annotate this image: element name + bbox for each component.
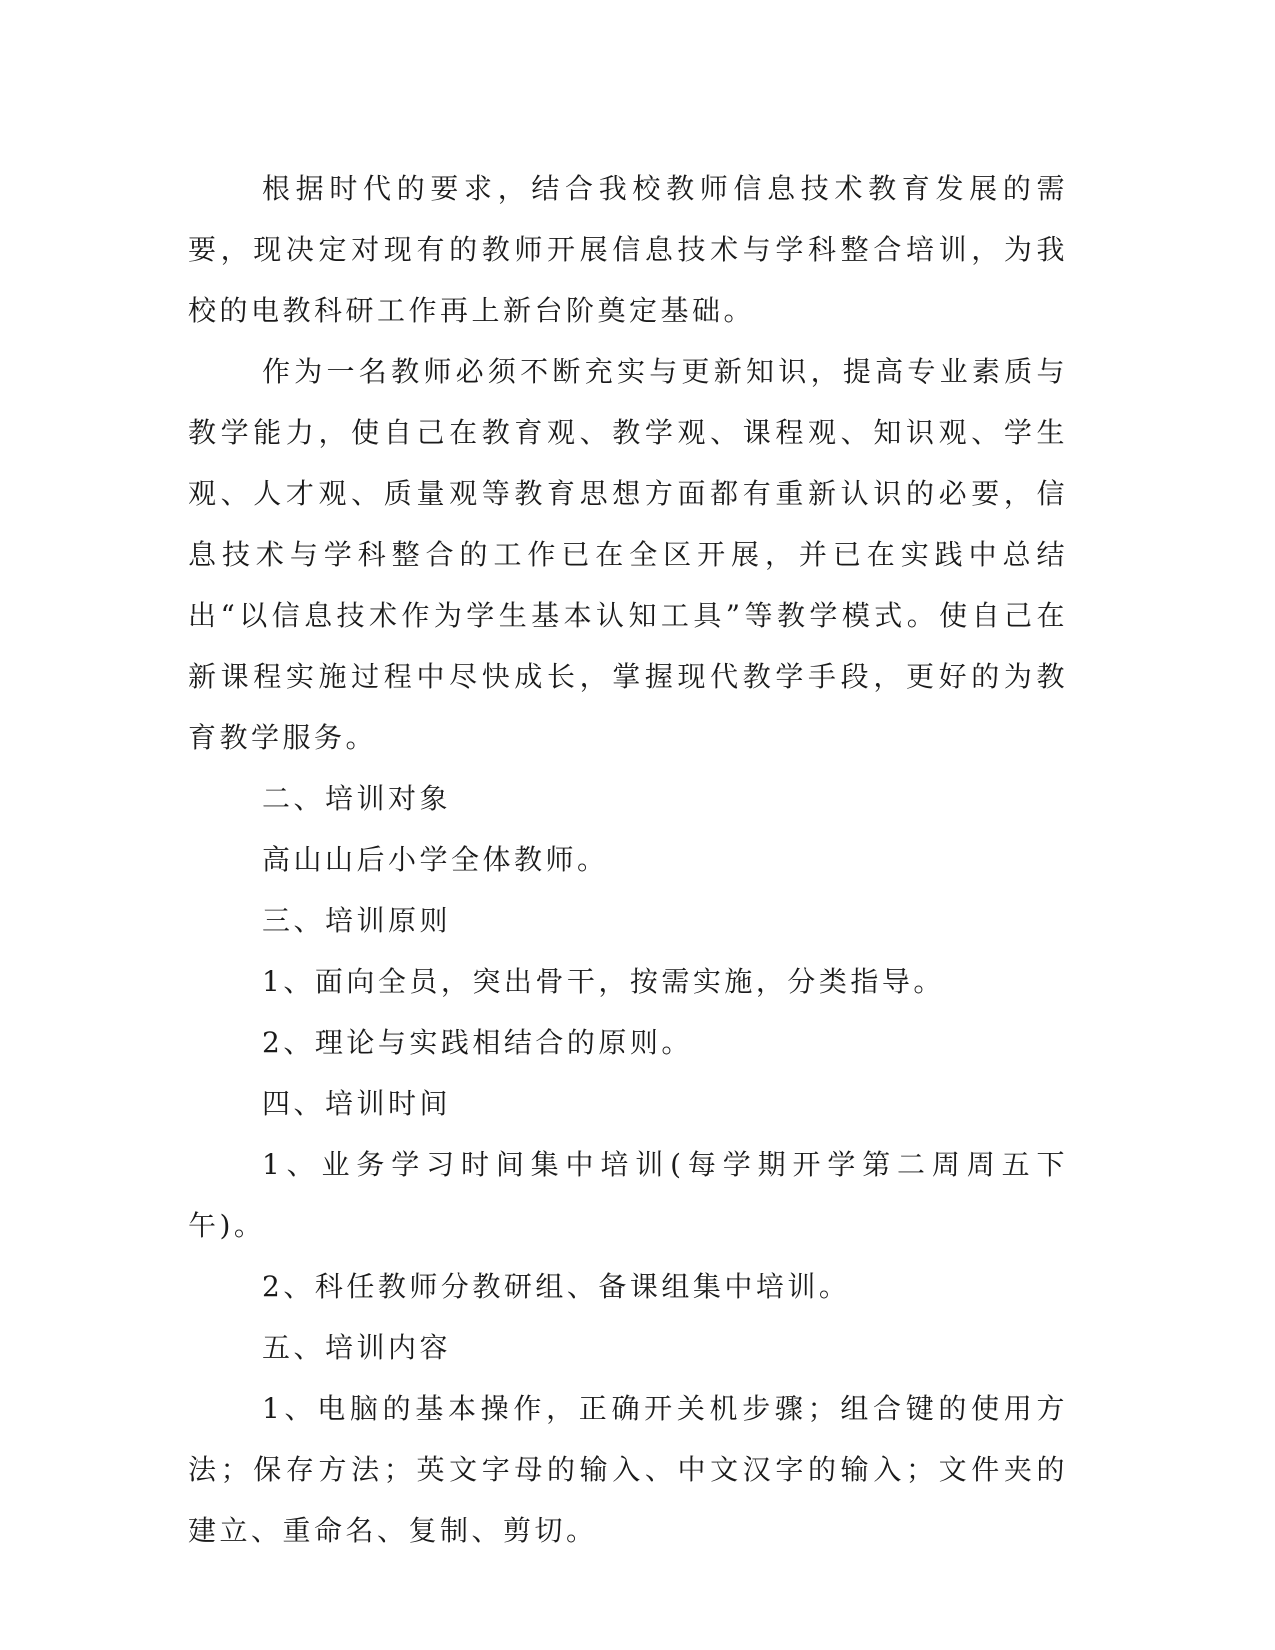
training-target-text: 高山山后小学全体教师。: [262, 843, 609, 876]
content-item: 1、电脑的基本操作，正确开关机步骤；组合键的使用方法；保存方法；英文字母的输入、中文汉字的输入；文件夹的建立、重命名、复制、剪切。: [188, 1392, 1068, 1547]
principle-item: 2、理论与实践相结合的原则。: [262, 1026, 693, 1059]
intro-paragraph: 根据时代的要求，结合我校教师信息技术教育发展的需要，现决定对现有的教师开展信息技术与学科整合培训，为我校的电教科研工作再上新台阶奠定基础。: [188, 172, 1068, 327]
principle-item: 1、面向全员，突出骨干，按需实施，分类指导。: [262, 965, 945, 998]
section-heading-training-time: 四、培训时间: [262, 1087, 452, 1120]
section-heading-training-target: 二、培训对象: [262, 782, 452, 815]
time-item: 1、业务学习时间集中培训(每学期开学第二周周五下午)。: [188, 1148, 1068, 1242]
section-heading-training-principles: 三、培训原则: [262, 904, 452, 937]
time-item: 2、科任教师分教研组、备课组集中培训。: [262, 1270, 851, 1303]
section-heading-training-content: 五、培训内容: [262, 1331, 452, 1364]
document-body: [188, 158, 1068, 1561]
motivation-paragraph: 作为一名教师必须不断充实与更新知识，提高专业素质与教学能力，使自己在教育观、教学观、课程观、知识观、学生观、人才观、质量观等教育思想方面都有重新认识的必要，信息技术与学科整合的工作已在全区开展，并已在实践中总结出“以信息技术作为学生基本认知工具”等教学模式。使自己在新课程实施过程中尽快成长，掌握现代教学手段，更好的为教育教学服务。: [188, 355, 1068, 754]
